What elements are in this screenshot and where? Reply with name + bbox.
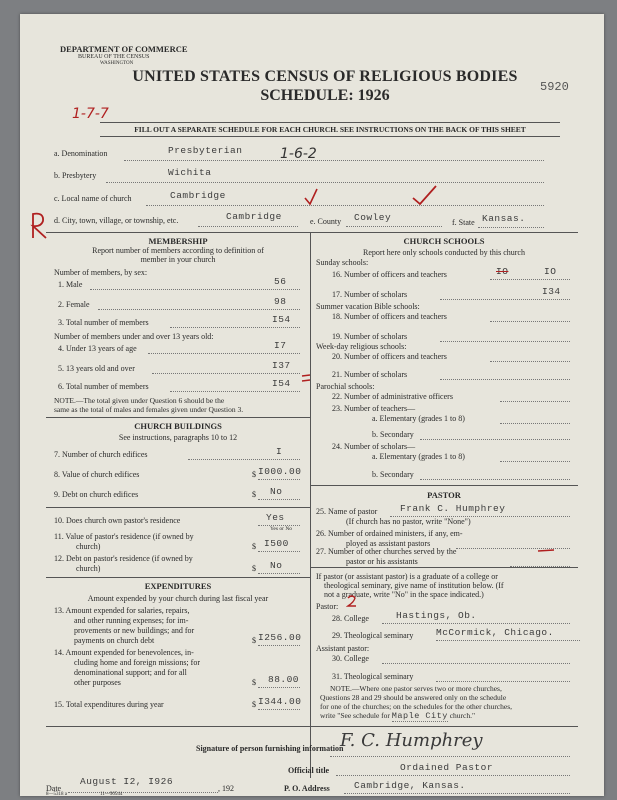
q14-value[interactable]: 88.00 [268,674,300,685]
dotted-line [258,573,300,574]
dotted-line [382,623,570,624]
q5-value[interactable]: I37 [272,360,291,371]
dollar-sign: $ [252,542,256,551]
dotted-line [440,341,570,342]
schedule-number: 5920 [540,80,569,94]
q20-label: 20. Number of officers and teachers [332,352,447,361]
pastor-title: PASTOR [427,490,461,500]
year-suffix: , 192 [218,784,234,793]
q21-label: 21. Number of scholars [332,370,408,379]
section-rule [46,417,310,418]
q23-label: 23. Number of teachers— [332,404,416,413]
q26-label: 26. Number of ordained ministers, if any, em- [316,529,463,538]
dotted-line [440,379,570,380]
q9-label: 9. Debt on church edifices [54,490,139,499]
membership-intro: Report number of members according to definition of [92,246,264,255]
q11-value[interactable]: I500 [264,538,289,549]
summer-label: Summer vacation Bible schools: [316,302,420,311]
dotted-line [346,226,442,227]
red-two-mark-icon [346,594,358,608]
q3-value[interactable]: I54 [272,314,291,325]
dotted-line [330,756,570,757]
sunday-label: Sunday schools: [316,258,369,267]
dotted-line [258,645,300,646]
maple-city-value[interactable]: Maple City [391,711,448,721]
q25-label: 25. Name of pastor [316,507,378,516]
dotted-line [382,663,570,664]
dotted-line [440,299,570,300]
q11-label: 11. Value of pastor's residence (if owned by [54,532,194,541]
weekday-label: Week-day religious schools: [316,342,407,351]
dotted-line [152,373,300,374]
age-label: Number of members under and over 13 years old: [54,332,214,341]
pastor-note: Questions 28 and 29 should be answered only on the schedule [320,693,507,702]
q25-hint: (If church has no pastor, write "None") [346,517,471,526]
expenditures-sub: Amount expended by your church during last fiscal year [87,594,269,603]
dotted-line [436,640,580,641]
dotted-line [68,792,218,793]
schools-title: CHURCH SCHOOLS [403,236,485,246]
section-rule [46,507,310,508]
q2-label: 2. Female [58,300,90,309]
q23a-label: a. Elementary (grades 1 to 8) [372,414,465,423]
dotted-line [258,709,300,710]
dotted-line [420,439,570,440]
city-label: WASHINGTON [100,61,134,66]
pastor-note-text: write "See schedule for [320,711,390,720]
dotted-line [148,353,300,354]
q13-line: payments on church debt [74,636,155,645]
instruction-line: FILL OUT A SEPARATE SCHEDULE FOR EACH CHURCH. SEE INSTRUCTIONS ON THE BACK OF THIS SHEET [134,125,526,134]
hand-code: 1-7-7 [72,106,109,122]
q18-label: 18. Number of officers and teachers [332,312,447,321]
q19-label: 19. Number of scholars [332,332,408,341]
membership-intro: member in your church [140,255,216,264]
q4-label: 4. Under 13 years of age [58,344,137,353]
graduate-instr: theological seminary, give name of institution below. (If [324,581,504,590]
section-rule [310,567,578,568]
q7-value[interactable]: I [276,446,283,457]
city-value[interactable]: Cambridge [226,211,282,222]
membership-note: NOTE.—The total given under Question 6 should be the [54,396,225,405]
city-label: d. City, town, village, or township, etc. [54,216,179,225]
dotted-line [336,775,570,776]
q5-label: 5. 13 years old and over [58,364,135,373]
denomination-code: 1-6-2 [280,146,317,162]
q24-label: 24. Number of scholars— [332,442,416,451]
dotted-line [188,459,300,460]
bureau-label: BUREAU OF THE CENSUS [78,54,150,60]
q3-label: 3. Total number of members [58,318,149,327]
q1-label: 1. Male [58,280,83,289]
church-name-label: c. Local name of church [54,194,132,203]
q28-value[interactable]: Hastings, Ob. [396,610,477,621]
form-title: UNITED STATES CENSUS OF RELIGIOUS BODIES [132,68,518,85]
q28-label: 28. College [332,614,369,623]
q9-value[interactable]: No [270,486,283,497]
dollar-sign: $ [252,636,256,645]
q17-label: 17. Number of scholars [332,290,408,299]
q16-label: 16. Number of officers and teachers [332,270,447,279]
q1-value[interactable]: 56 [274,276,287,287]
state-value[interactable]: Kansas. [482,213,526,224]
q7-label: 7. Number of church edifices [54,450,148,459]
dotted-line [146,205,544,206]
dotted-line [420,479,570,480]
q14-line: denominational support; and for all [74,668,187,677]
dollar-sign: $ [252,700,256,709]
dotted-line [258,551,300,552]
denomination-value[interactable]: Presbyterian [168,145,243,156]
dotted-line [170,391,300,392]
official-title-value[interactable]: Ordained Pastor [400,762,494,773]
church-name-value[interactable]: Cambridge [170,190,226,201]
by-sex-label: Number of members, by sex: [54,268,148,277]
red-mark-icon [300,372,312,386]
section-rule [310,485,578,486]
section-rule [46,232,578,233]
q14-line: 14. Amount expended for benevolences, in- [54,648,194,657]
dotted-line [500,423,570,424]
q13-value[interactable]: I256.00 [258,632,302,643]
dotted-line [490,361,570,362]
signature-label: Signature of person furnishing information [196,744,344,753]
q11-label-cont: church) [76,542,101,551]
q24a-label: a. Elementary (grades 1 to 8) [372,452,465,461]
presbytery-value[interactable]: Wichita [168,167,212,178]
form-number: 8—5318 a [46,792,67,797]
county-label: e. County [310,217,342,226]
q14-line: other purposes [74,678,121,687]
dotted-line [170,327,300,328]
q4-value[interactable]: I7 [274,340,287,351]
red-check-icon [302,186,320,208]
q30-label: 30. College [332,654,369,663]
q13-line: 13. Amount expended for salaries, repairs, [54,606,190,615]
dotted-line [258,499,300,500]
q25-value[interactable]: Frank C. Humphrey [400,503,506,514]
rule [100,136,560,137]
red-check-icon [410,182,440,208]
assistant-label: Assistant pastor: [316,644,370,653]
q31-label: 31. Theological seminary [332,672,414,681]
section-rule [46,577,310,578]
q8-label: 8. Value of church edifices [54,470,140,479]
dotted-line [258,479,300,480]
parochial-label: Parochial schools: [316,382,375,391]
q12-label: 12. Debt on pastor's residence (if owned by [54,554,193,563]
q8-value[interactable]: I000.00 [258,466,302,477]
po-address-value[interactable]: Cambridge, Kansas. [354,780,466,791]
membership-title: MEMBERSHIP [148,236,208,246]
q6-value[interactable]: I54 [272,378,291,389]
dotted-line [500,401,570,402]
county-value[interactable]: Cowley [354,212,392,223]
state-label: f. State [452,218,475,227]
dotted-line [198,226,298,227]
section-rule [46,726,578,727]
dotted-line [344,793,570,794]
q27-label: 27. Number of other churches served by the [316,547,457,556]
dotted-line [106,182,544,183]
dotted-line [98,309,300,310]
q13-line: and other running expenses; for im- [74,616,189,625]
q15-value[interactable]: I344.00 [258,696,302,707]
q22-label: 22. Number of administrative officers [332,392,453,401]
form-number: 11—90544 [100,792,123,797]
buildings-sub: See instructions, paragraphs 10 to 12 [118,433,238,442]
membership-note: same as the total of males and females given under Question 3. [54,405,244,414]
dotted-line [500,461,570,462]
dollar-sign: $ [252,564,256,573]
denomination-label: a. Denomination [54,149,108,158]
dotted-line [490,321,570,322]
date-value[interactable]: August I2, I926 [80,776,174,787]
dotted-line [490,279,570,280]
pastor-note: NOTE.—Where one pastor serves two or more churches, [330,684,502,693]
dotted-line [436,681,570,682]
presbytery-label: b. Presbytery [54,171,97,180]
buildings-title: CHURCH BUILDINGS [134,421,222,431]
expenditures-title: EXPENDITURES [144,581,212,591]
q17-value[interactable]: I34 [542,286,561,297]
q13-line: provements or new buildings; and for [74,626,195,635]
graduate-instr: not a graduate, write "No" in the space indicated.) [324,590,484,599]
dotted-line [124,160,544,161]
q16-value[interactable]: IO [544,266,557,277]
signature: F. C. Humphrey [340,730,483,751]
pastor-note [320,711,475,721]
q26-label-cont: ployed as assistant pastors [346,539,431,548]
q10-label: 10. Does church own pastor's residence [54,516,181,525]
dotted-line [90,289,300,290]
department-label: DEPARTMENT OF COMMERCE [60,44,188,54]
dollar-sign: $ [252,678,256,687]
pastor-note-text: church." [449,711,476,720]
q15-label: 15. Total expenditures during year [54,700,164,709]
schools-intro: Report here only schools conducted by this church [363,248,525,257]
pastor-sub-label: Pastor: [316,602,339,611]
census-schedule-paper [20,14,604,796]
official-title-label: Official title [288,766,330,775]
q16-struck-value: IO [496,266,509,277]
q6-label: 6. Total number of members [58,382,149,391]
rule [100,122,560,123]
q12-label-cont: church) [76,564,101,573]
yes-no-hint: Yes or No [270,526,293,532]
schedule-title: SCHEDULE: 1926 [260,87,390,104]
q2-value[interactable]: 98 [274,296,287,307]
column-divider [310,232,311,778]
q14-line: cluding home and foreign missions; for [74,658,200,667]
q10-value[interactable]: Yes [266,512,285,523]
dollar-sign: $ [252,490,256,499]
dotted-line [478,227,544,228]
q29-value[interactable]: McCormick, Chicago. [436,627,554,638]
q29-label: 29. Theological seminary [332,631,414,640]
q24b-label: b. Secondary [372,470,414,479]
q27-label-cont: pastor or his assistants [346,557,418,566]
dotted-line [258,687,300,688]
red-dash-mark-icon [536,546,556,556]
q23b-label: b. Secondary [372,430,414,439]
graduate-instr: If pastor (or assistant pastor) is a graduate of a college or [316,572,498,581]
dollar-sign: $ [252,470,256,479]
po-address-label: P. O. Address [284,784,330,793]
pastor-note: for one of the churches; on the schedules for the other churches, [320,702,513,711]
q12-value[interactable]: No [270,560,283,571]
date-label: Date [46,784,62,793]
